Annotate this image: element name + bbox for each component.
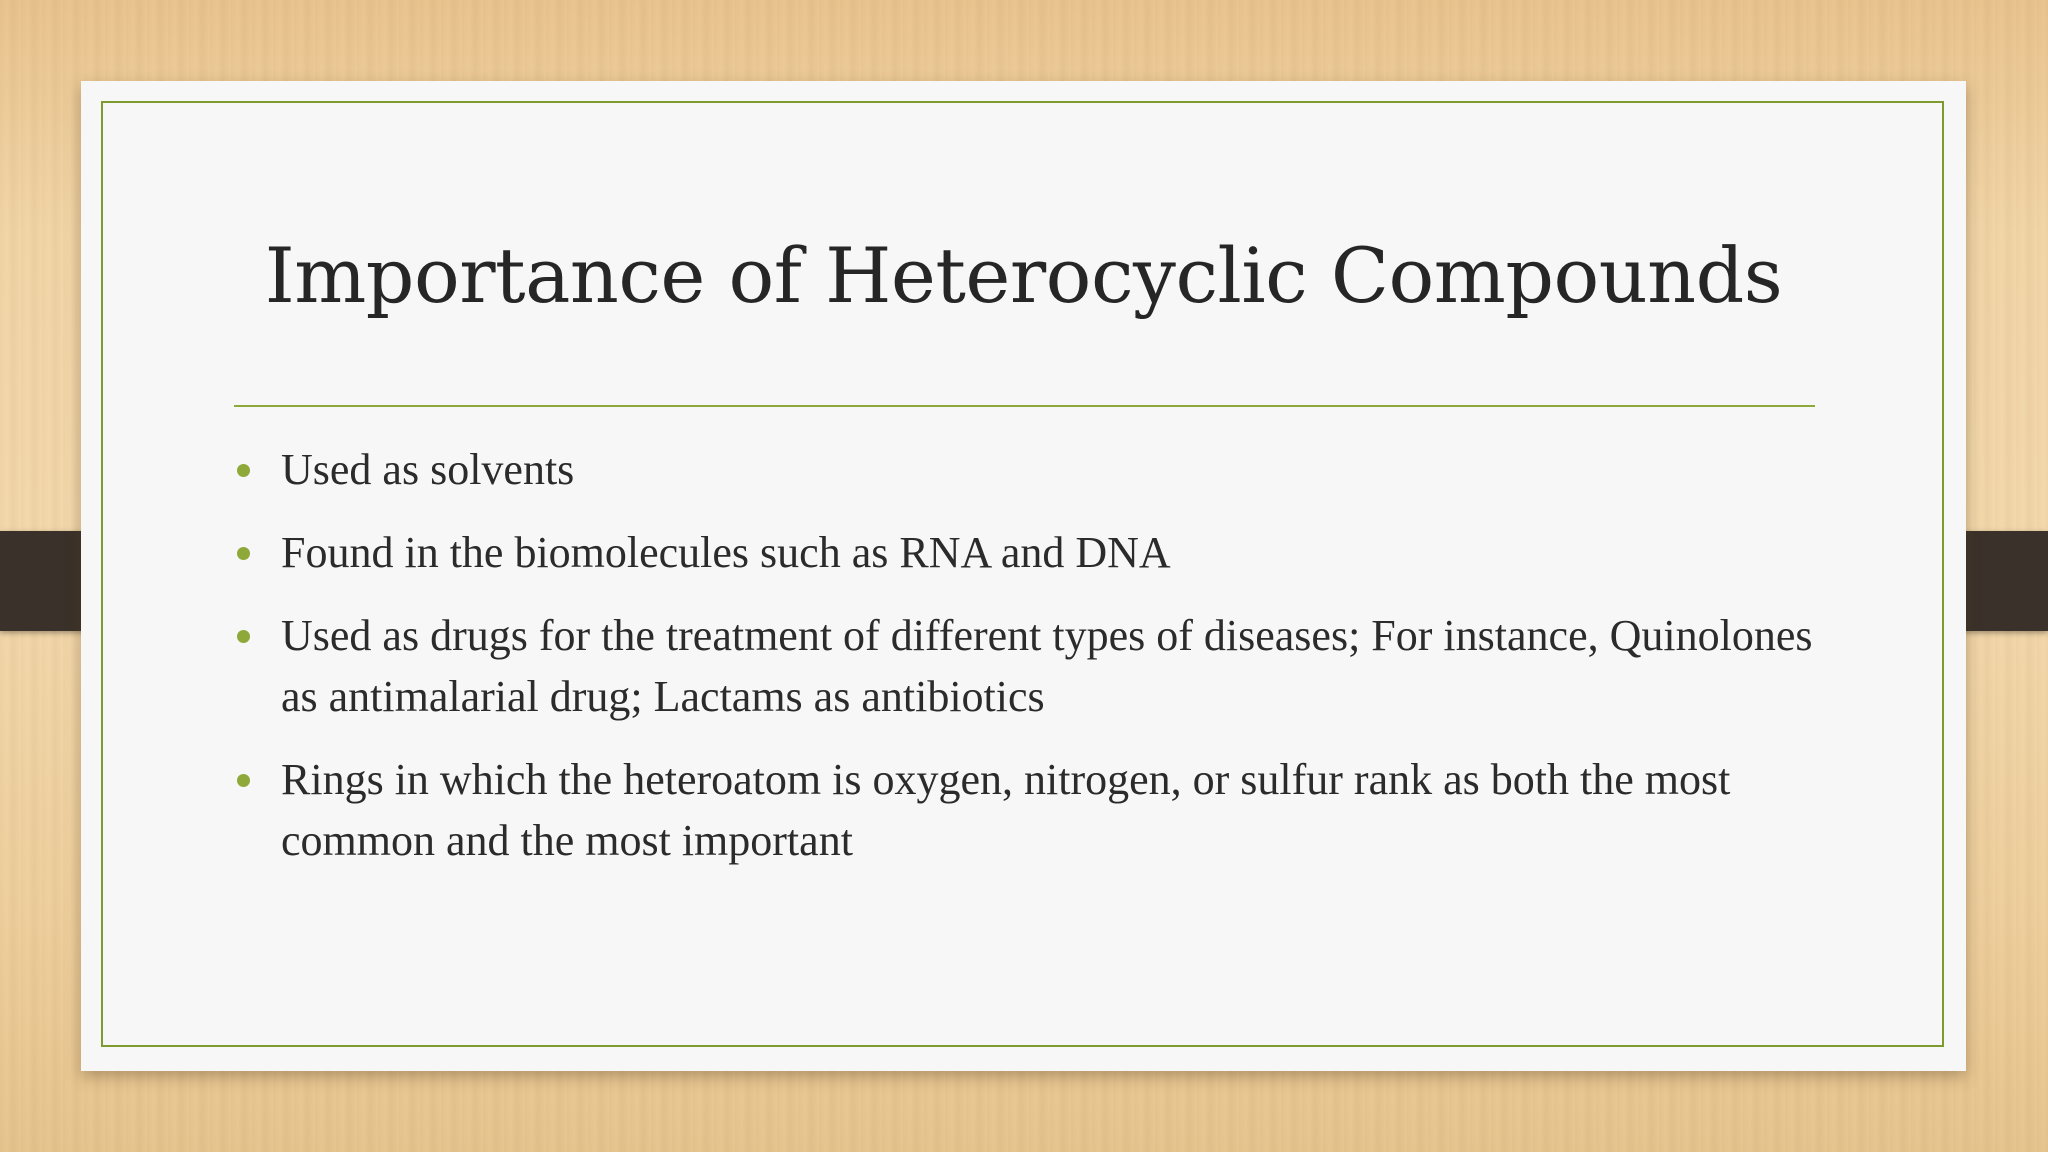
bullet-text: Rings in which the heteroatom is oxygen, nitrogen, or sulfur rank as both the most common and the most important (281, 755, 1731, 865)
bullet-item (234, 749, 1824, 871)
bullet-item (234, 605, 1824, 727)
slide (81, 81, 1966, 1071)
bullet-dot-icon (237, 774, 250, 787)
bullet-item (234, 522, 1824, 583)
bullet-dot-icon (237, 464, 250, 477)
bullet-text: Found in the biomolecules such as RNA and DNA (281, 528, 1171, 577)
bullet-list (234, 439, 1824, 893)
bullet-text: Used as solvents (281, 445, 575, 494)
slide-title: Importance of Heterocyclic Compounds (264, 231, 1783, 320)
bullet-text: Used as drugs for the treatment of different types of diseases; For instance, Quinolones as antimalarial drug; Lactams as antibiotics (281, 611, 1813, 721)
bullet-item (234, 439, 1824, 500)
bullet-dot-icon (237, 547, 250, 560)
bullet-dot-icon (237, 630, 250, 643)
title-divider (234, 405, 1815, 407)
